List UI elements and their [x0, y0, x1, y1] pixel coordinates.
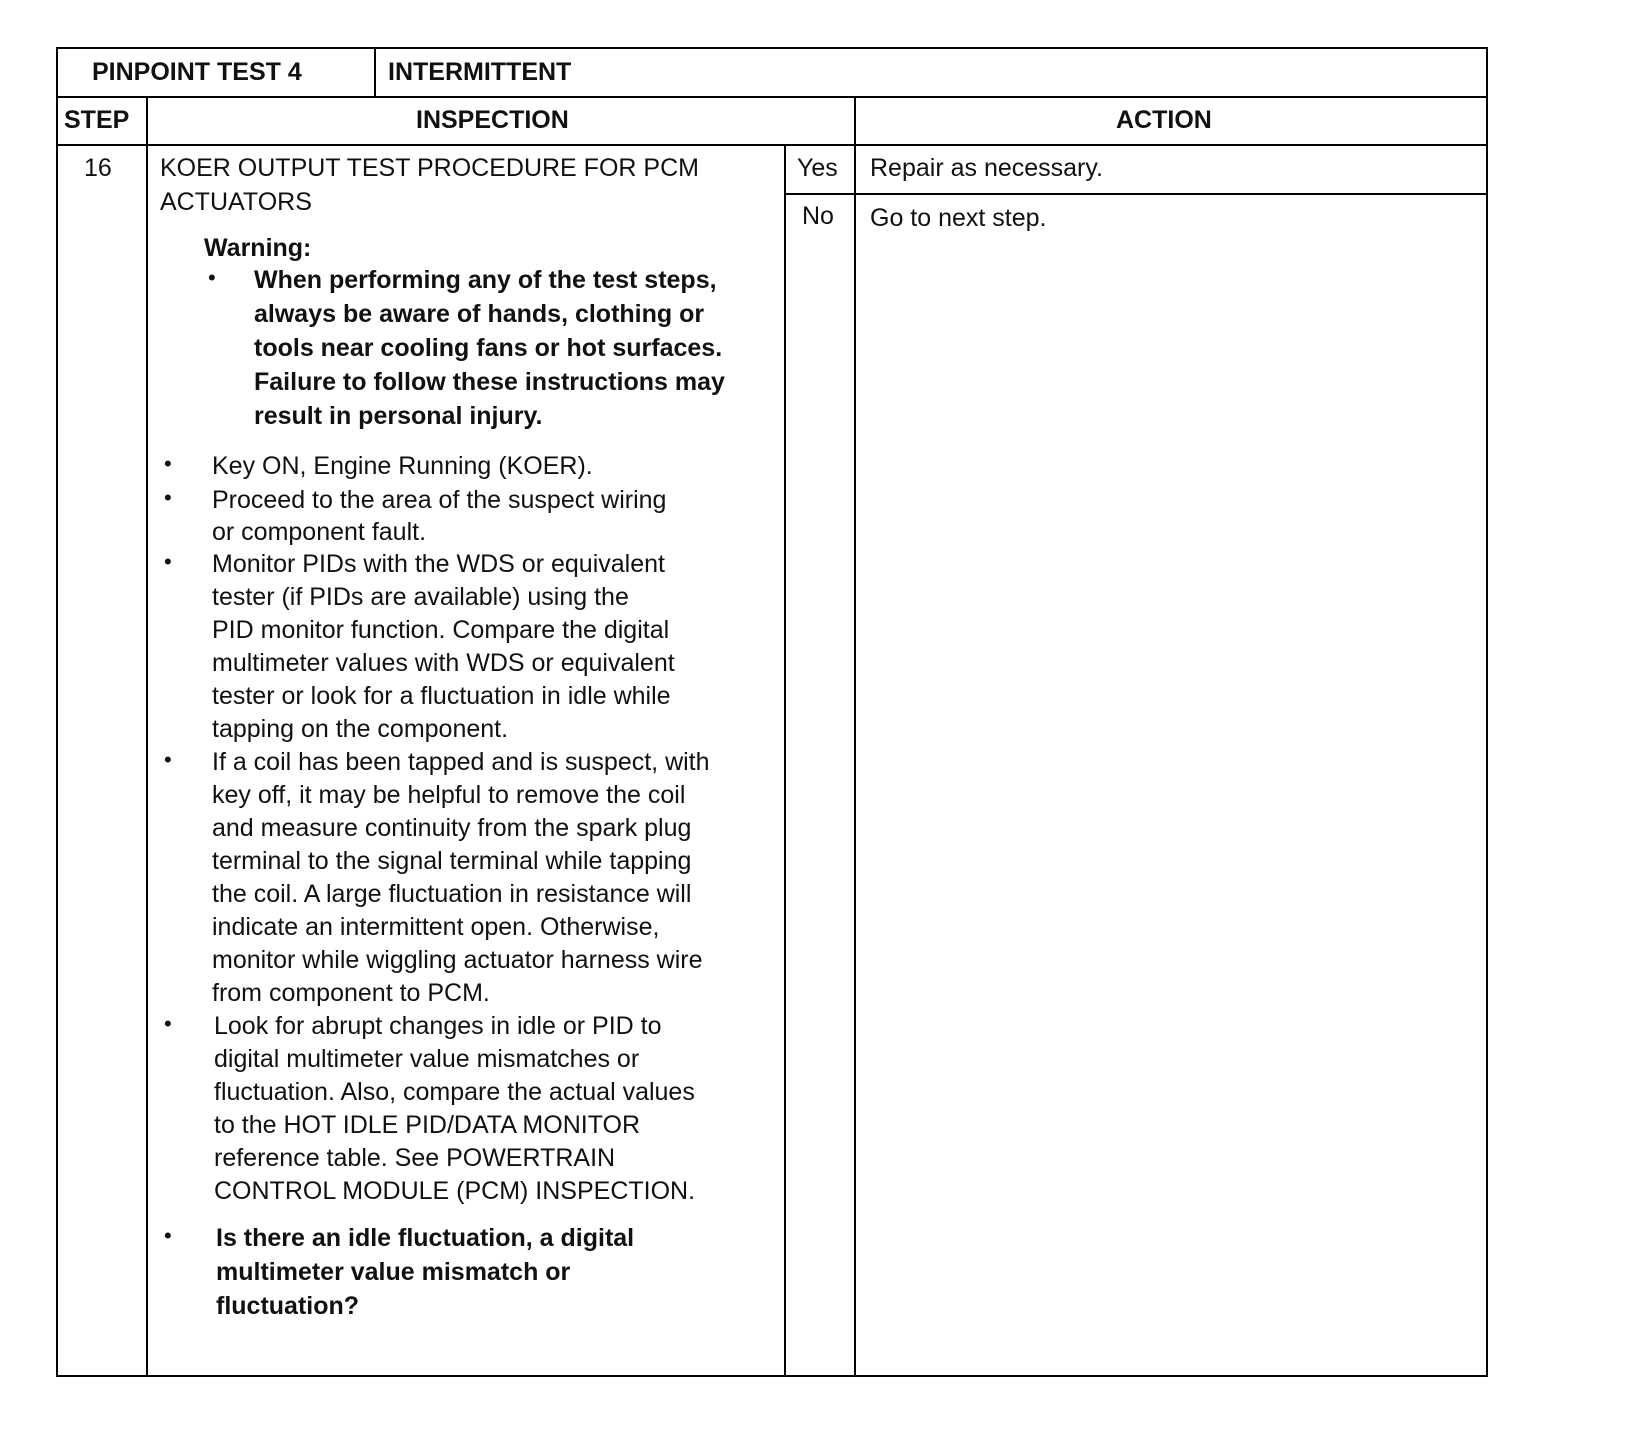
step-number: 16 [84, 154, 112, 182]
question-line: fluctuation? [216, 1292, 360, 1320]
bullet-line: Look for abrupt changes in idle or PID to [214, 1012, 662, 1040]
bullet-icon: • [164, 549, 172, 574]
warning-line: Failure to follow these instructions may [254, 368, 725, 396]
bullet-line: tester (if PIDs are available) using the [212, 583, 629, 611]
yes-action-text: Repair as necessary. [870, 154, 1103, 182]
no-label: No [802, 202, 834, 230]
pinpoint-test-name: INTERMITTENT [388, 58, 572, 86]
question-line: Is there an idle fluctuation, a digital [216, 1224, 635, 1252]
bullet-line: tester or look for a fluctuation in idle while [212, 682, 671, 710]
title-row-rule [56, 96, 1488, 98]
header-row-rule [56, 144, 1488, 146]
warning-label: Warning: [204, 234, 312, 262]
question-bullet-icon: • [164, 1223, 172, 1248]
bullet-line: If a coil has been tapped and is suspect, with [212, 748, 710, 776]
bullet-line: multimeter values with WDS or equivalent [212, 649, 675, 677]
bullet-line: or component fault. [212, 518, 427, 546]
bullet-line: fluctuation. Also, compare the actual values [214, 1078, 695, 1106]
bullet-line: monitor while wiggling actuator harness wire [212, 946, 703, 974]
bullet-line: PID monitor function. Compare the digital [212, 616, 670, 644]
bullet-line: reference table. See POWERTRAIN [214, 1144, 616, 1172]
yes-label: Yes [797, 154, 838, 182]
bullet-line: and measure continuity from the spark plug [212, 814, 692, 842]
table-border-top [56, 47, 1488, 49]
column-header-step: STEP [64, 106, 130, 134]
bullet-icon: • [164, 747, 172, 772]
pinpoint-test-title: PINPOINT TEST 4 [92, 58, 302, 86]
table-border-bottom [56, 1375, 1488, 1377]
column-header-action: ACTION [1116, 106, 1212, 134]
step-column-rule [146, 96, 148, 1377]
column-header-inspection: INSPECTION [416, 106, 569, 134]
table-border-right [1486, 47, 1488, 1377]
bullet-icon: • [164, 451, 172, 476]
bullet-line: Proceed to the area of the suspect wiring [212, 486, 667, 514]
bullet-line: Key ON, Engine Running (KOER). [212, 452, 593, 480]
bullet-line: CONTROL MODULE (PCM) INSPECTION. [214, 1177, 696, 1205]
bullet-line: Monitor PIDs with the WDS or equivalent [212, 550, 665, 578]
bullet-icon: • [164, 485, 172, 510]
yes-no-row-rule [784, 193, 1488, 195]
bullet-line: to the HOT IDLE PID/DATA MONITOR [214, 1111, 641, 1139]
action-column-rule [854, 96, 856, 1377]
bullet-line: tapping on the component. [212, 715, 509, 743]
title-divider [374, 47, 376, 97]
bullet-line: digital multimeter value mismatches or [214, 1045, 640, 1073]
bullet-line: the coil. A large fluctuation in resistance will [212, 880, 692, 908]
procedure-title-line-1: KOER OUTPUT TEST PROCEDURE FOR PCM [160, 154, 699, 182]
question-line: multimeter value mismatch or [216, 1258, 571, 1286]
bullet-line: key off, it may be helpful to remove the coil [212, 781, 686, 809]
no-action-text: Go to next step. [870, 204, 1047, 232]
warning-line: tools near cooling fans or hot surfaces. [254, 334, 723, 362]
procedure-title-line-2: ACTUATORS [160, 188, 312, 216]
inspection-column-rule [784, 144, 786, 1377]
warning-line: When performing any of the test steps, [254, 266, 717, 294]
warning-bullet-icon: • [208, 265, 216, 290]
warning-line: result in personal injury. [254, 402, 543, 430]
warning-line: always be aware of hands, clothing or [254, 300, 705, 328]
bullet-line: from component to PCM. [212, 979, 490, 1007]
pinpoint-test-table [56, 47, 1488, 1377]
table-border-left [56, 47, 58, 1377]
bullet-icon: • [164, 1011, 172, 1036]
bullet-line: indicate an intermittent open. Otherwise, [212, 913, 660, 941]
bullet-line: terminal to the signal terminal while tapping [212, 847, 692, 875]
